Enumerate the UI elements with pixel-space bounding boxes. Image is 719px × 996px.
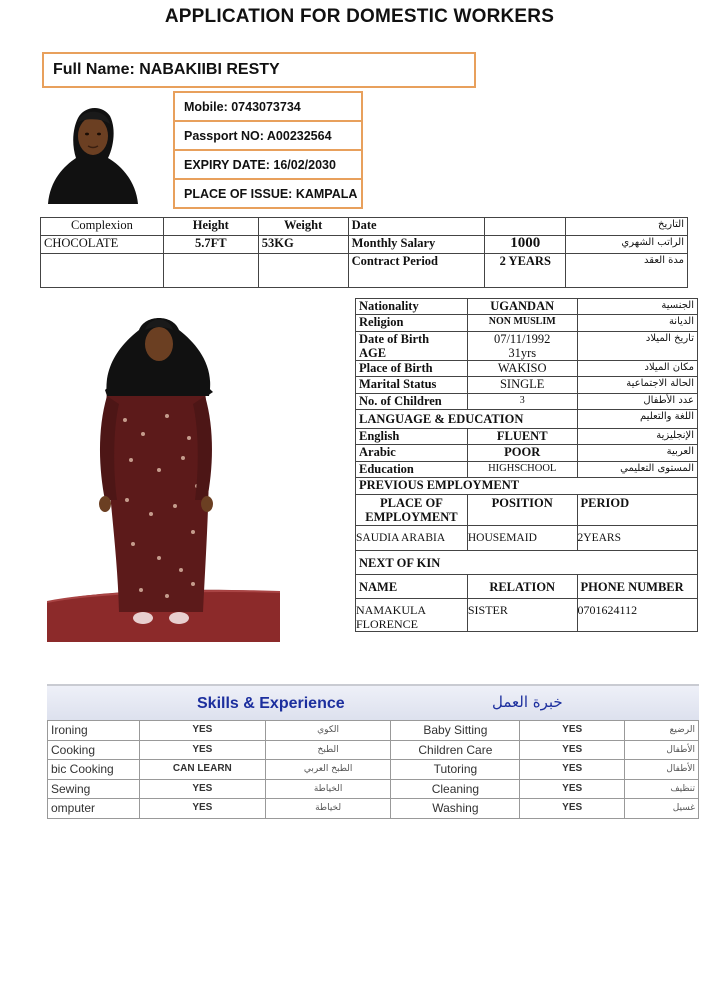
page-title: APPLICATION FOR DOMESTIC WORKERS [164,6,555,27]
skill-name-left-ar: الخياطة [265,779,391,799]
kin-col-name: NAME [356,574,468,598]
skill-name-left: Cooking [48,740,140,760]
age-label-text: AGE [359,345,387,360]
children-value: 3 [467,393,577,409]
skill-name-right-ar: الأطفال [625,740,699,760]
religion-label-ar: الديانة [577,315,697,331]
salary-label-ar: الراتب الشهري [566,236,688,254]
contract-label: Contract Period [348,254,485,288]
skill-row [48,779,699,799]
skills-title-ar: خبرة العمل [492,693,563,711]
skill-value-left: YES [139,799,265,819]
kin-col-phone: PHONE NUMBER [577,574,697,598]
skill-name-left: omputer [48,799,140,819]
education-label-ar: المستوى التعليمي [577,461,697,477]
skills-title: Skills & Experience [197,695,345,712]
salary-value: 1000 [485,236,566,254]
skills-section [47,684,699,819]
arabic-label-ar: العربية [577,445,697,461]
nationality-label-ar: الجنسية [577,299,697,315]
skill-name-right: Washing [391,799,520,819]
skills-header [47,684,699,720]
contract-label-ar: مدة العقد [566,254,688,288]
skill-name-right-ar: الأطفال [625,760,699,780]
dob-value [467,331,577,360]
salary-label: Monthly Salary [348,236,485,254]
skill-name-right: Children Care [391,740,520,760]
arabic-value: POOR [467,445,577,461]
education-label: Education [356,461,468,477]
skills-table [47,720,699,819]
empty-cell [163,254,258,288]
employment-place: SAUDIA ARABIA [356,525,468,550]
children-label-ar: عدد الأطفال [577,393,697,409]
dob-value-text: 07/11/1992 [493,331,551,346]
kin-col-relation: RELATION [467,574,577,598]
complexion-header: Complexion [41,218,164,236]
date-label-ar: التاريخ [566,218,688,236]
skill-name-right: Baby Sitting [391,721,520,741]
marital-label-ar: الحالة الاجتماعية [577,377,697,393]
nationality-value: UGANDAN [467,299,577,315]
skill-value-right: YES [520,740,625,760]
children-label: No. of Children [356,393,468,409]
date-value [485,218,566,236]
kin-phone: 0701624112 [577,598,697,631]
kin-name: NAMAKULA FLORENCE [356,598,468,631]
skill-name-right: Cleaning [391,779,520,799]
skill-row [48,721,699,741]
date-label: Date [348,218,485,236]
employment-col-position: POSITION [467,494,577,525]
employment-col-period: PERIOD [577,494,697,525]
skill-name-left: Ironing [48,721,140,741]
skill-value-left: CAN LEARN [139,760,265,780]
skill-name-right-ar: الرضيع [625,721,699,741]
skill-name-left: bic Cooking [48,760,140,780]
marital-value: SINGLE [467,377,577,393]
empty-cell [41,254,164,288]
mobile-box: Mobile: 0743073734 [173,91,363,122]
english-label-ar: الإنجليزية [577,428,697,444]
marital-label: Marital Status [356,377,468,393]
weight-header: Weight [258,218,348,236]
skill-row [48,799,699,819]
dob-label-text: Date of Birth [359,331,430,346]
skill-name-left-ar: الطبخ [265,740,391,760]
language-header: LANGUAGE & EDUCATION [356,409,578,428]
employment-col-place: PLACE OF EMPLOYMENT [356,494,468,525]
employment-period: 2YEARS [577,525,697,550]
height-header: Height [163,218,258,236]
skill-value-right: YES [520,799,625,819]
english-value: FLUENT [467,428,577,444]
nationality-label: Nationality [356,299,468,315]
dob-label [356,331,468,360]
kin-relation: SISTER [467,598,577,631]
dob-label-ar: تاريخ الميلاد [577,331,697,360]
pob-value: WAKISO [467,360,577,376]
skill-value-right: YES [520,779,625,799]
employment-position: HOUSEMAID [467,525,577,550]
contract-value: 2 YEARS [485,254,566,288]
empty-cell [258,254,348,288]
skill-name-right-ar: غسيل [625,799,699,819]
full-body-photo [47,300,280,642]
passport-box: Passport NO: A00232564 [173,120,363,151]
skill-name-left-ar: الطبخ العربي [265,760,391,780]
weight-value: 53KG [258,236,348,254]
height-value: 5.7FT [163,236,258,254]
bio-table [355,298,698,632]
full-name-box: Full Name: NABAKIIBI RESTY [42,52,476,88]
skill-row [48,760,699,780]
passport-photo [28,96,150,204]
skill-name-left: Sewing [48,779,140,799]
pob-label-ar: مكان الميلاد [577,360,697,376]
skill-value-left: YES [139,740,265,760]
religion-label: Religion [356,315,468,331]
skill-name-left-ar: الكوي [265,721,391,741]
skill-name-right: Tutoring [391,760,520,780]
physical-terms-table [40,217,688,288]
skill-value-left: YES [139,721,265,741]
expiry-box: EXPIRY DATE: 16/02/2030 [173,149,363,180]
skill-name-left-ar: لخياطة [265,799,391,819]
language-header-ar: اللغة والتعليم [577,409,697,428]
religion-value: NON MUSLIM [467,315,577,331]
skill-value-right: YES [520,760,625,780]
skill-name-right-ar: تنظيف [625,779,699,799]
complexion-value: CHOCOLATE [41,236,164,254]
age-value-text: 31yrs [508,345,537,360]
pob-label: Place of Birth [356,360,468,376]
skill-row [48,740,699,760]
arabic-label: Arabic [356,445,468,461]
skill-value-left: YES [139,779,265,799]
issue-place-box: PLACE OF ISSUE: KAMPALA [173,178,363,209]
kin-header: NEXT OF KIN [356,550,698,574]
education-value: HIGHSCHOOL [467,461,577,477]
skill-value-right: YES [520,721,625,741]
english-label: English [356,428,468,444]
employment-header: PREVIOUS EMPLOYMENT [356,478,698,494]
